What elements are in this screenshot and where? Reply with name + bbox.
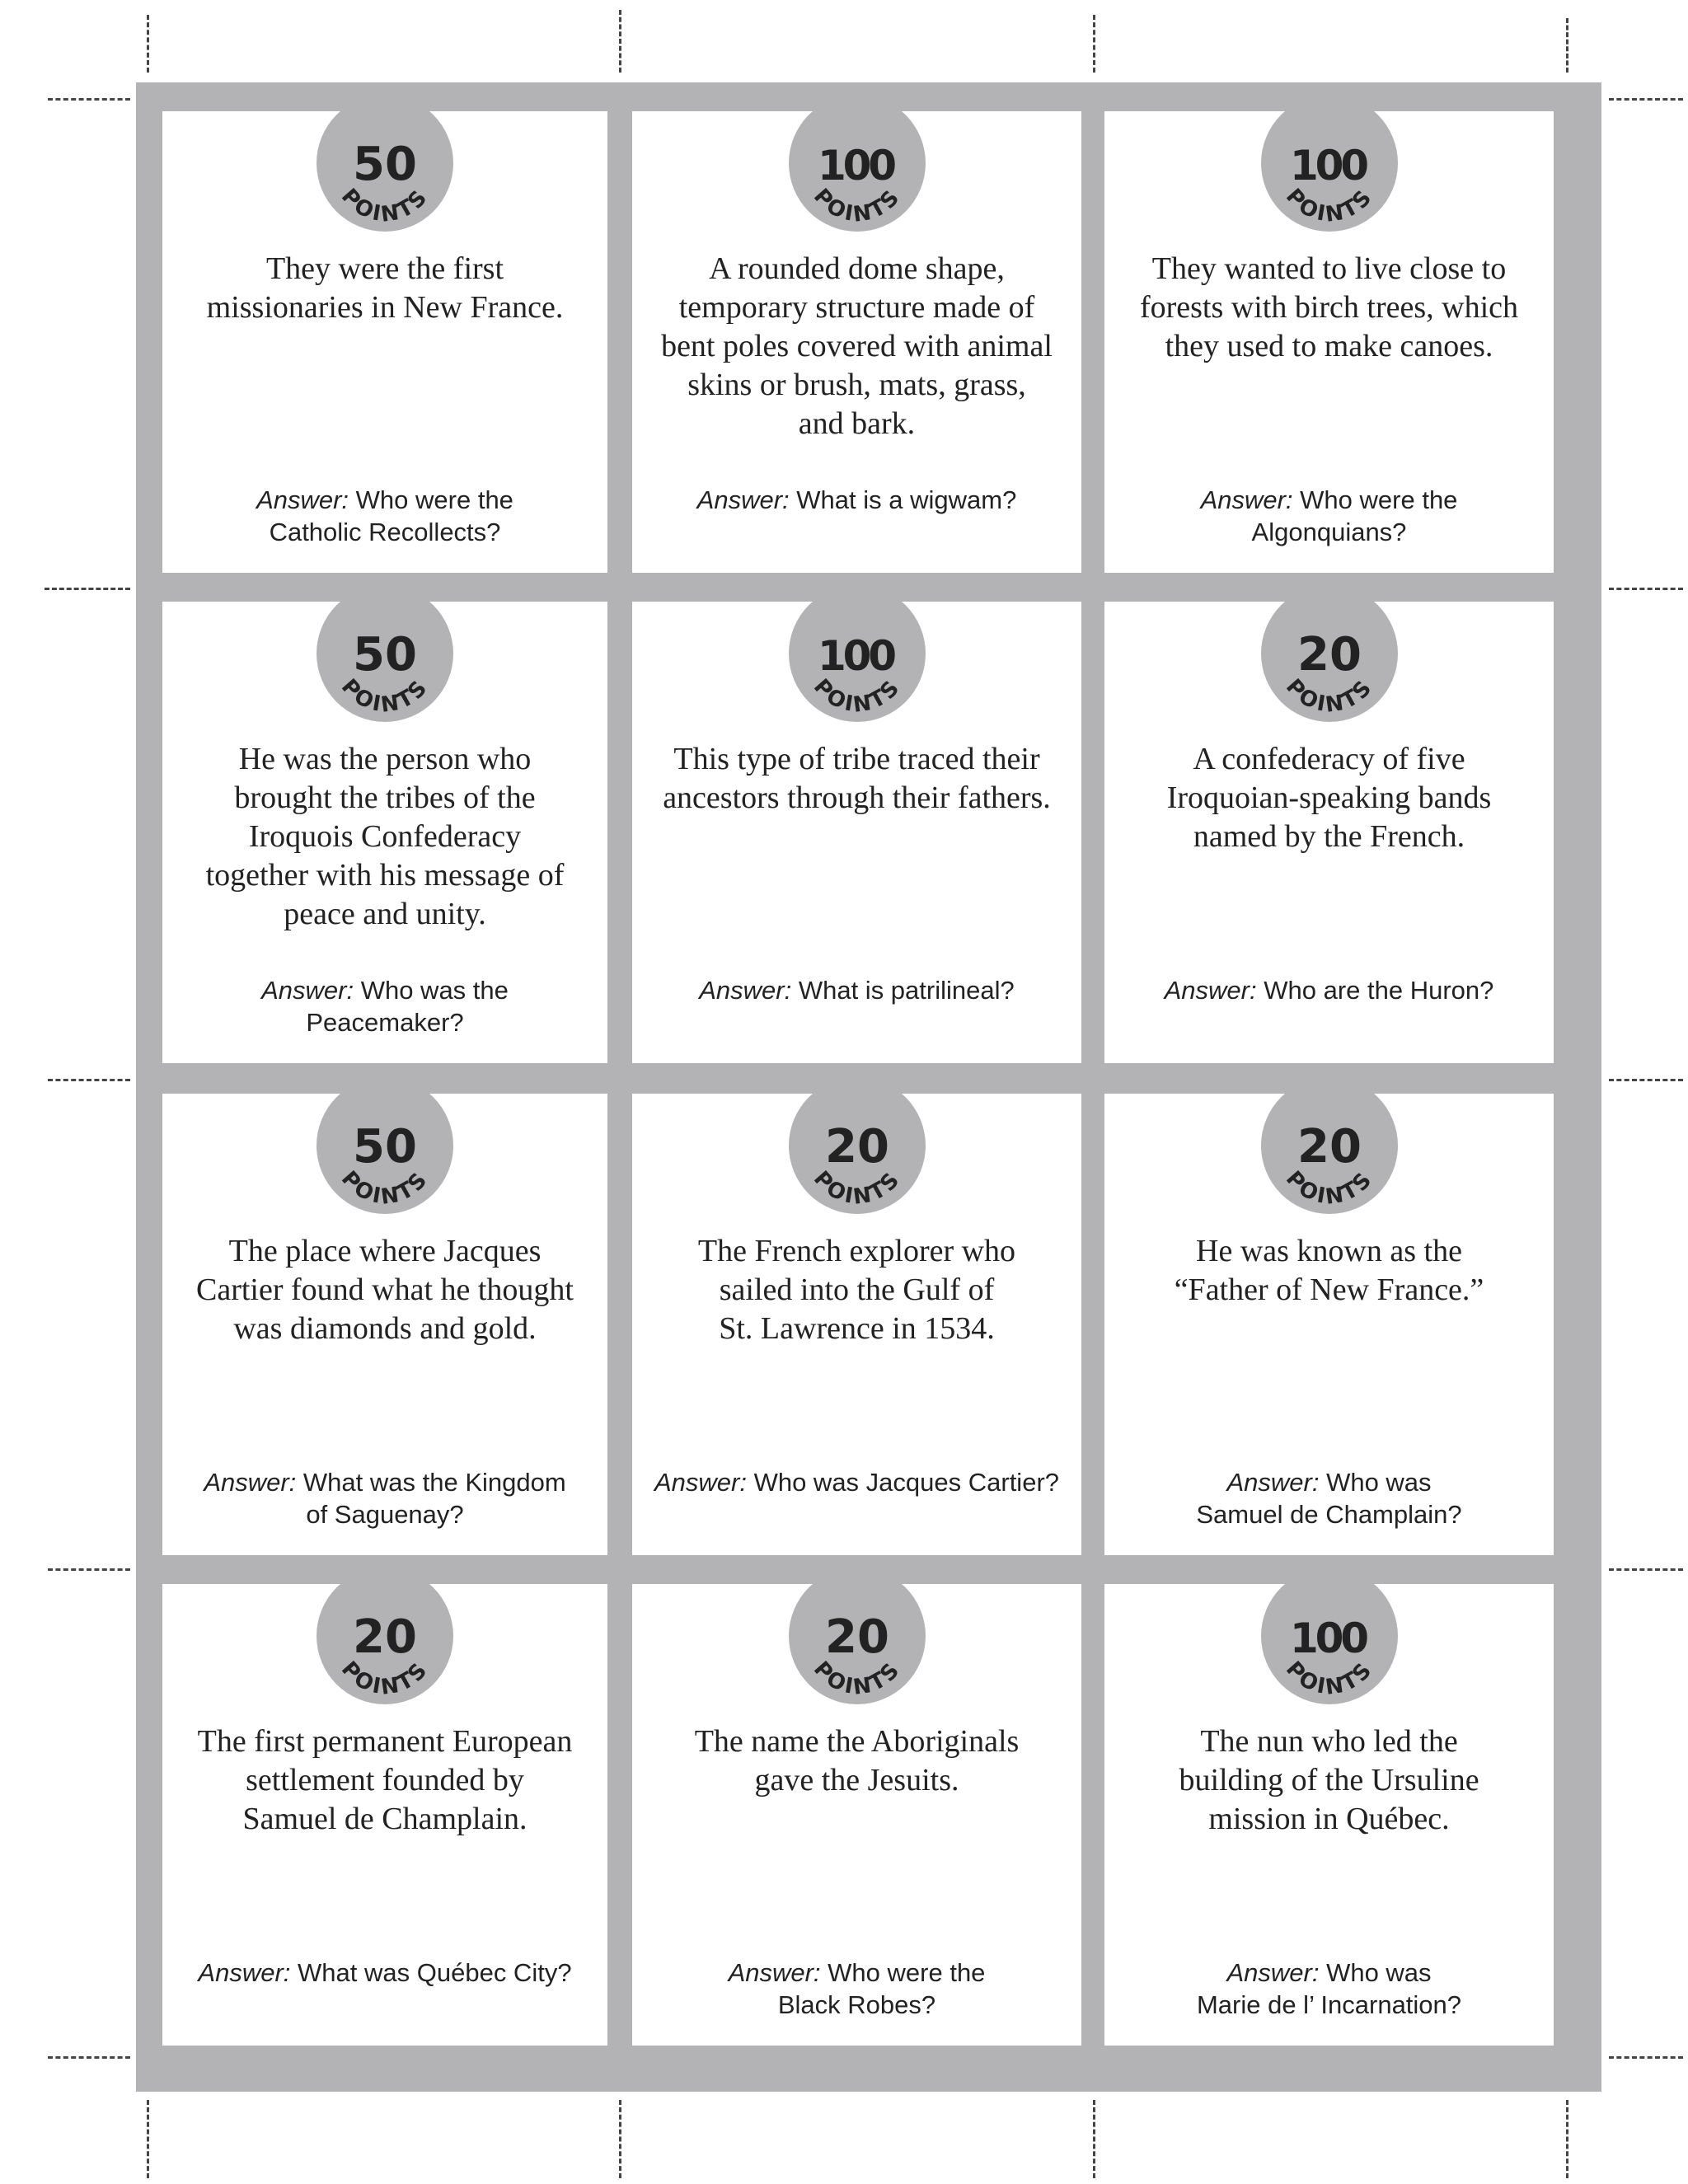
answer-text: Answer: What was Québec City? <box>198 1958 572 1987</box>
clue-text: They were the first missionaries in New France. <box>206 251 564 325</box>
clue-text: The place where Jacques Cartier found what he thought was diamonds and gold. <box>195 1234 574 1346</box>
points-label: POINTS <box>335 674 434 718</box>
trivia-card <box>1104 1094 1554 1555</box>
crop-mark <box>1093 15 1095 73</box>
points-badge <box>1261 1568 1398 1704</box>
clue-text: A confederacy of five Iroquoian-speaking bands named by the French. <box>1166 742 1492 854</box>
crop-mark <box>1093 2100 1095 2178</box>
points-label: POINTS <box>335 1657 434 1700</box>
answer-text: Answer: What is a wigwam? <box>696 485 1017 514</box>
points-label: POINTS <box>808 1657 906 1700</box>
crop-mark <box>619 2100 621 2178</box>
points-badge <box>1261 95 1398 232</box>
clue-text: The name the Aboriginals gave the Jesuits. <box>694 1724 1020 1797</box>
trivia-card <box>1104 111 1554 573</box>
clue-text: The nun who led the building of the Ursuline mission in Québec. <box>1179 1724 1479 1836</box>
crop-mark <box>147 15 149 73</box>
answer-text: Answer: Who are the Huron? <box>1164 976 1494 1005</box>
points-label: POINTS <box>335 184 434 227</box>
trivia-card <box>162 1094 607 1555</box>
points-value: 50 <box>353 1120 417 1174</box>
crop-mark <box>45 588 130 590</box>
crop-mark <box>48 98 130 101</box>
crop-mark <box>147 2100 149 2178</box>
points-badge <box>316 95 453 232</box>
answer-label: Answer: <box>261 976 361 1005</box>
answer-text: Answer: Who was Jacques Cartier? <box>654 1468 1060 1497</box>
trivia-card <box>632 1094 1081 1555</box>
points-label: POINTS <box>1280 674 1378 718</box>
points-value: 20 <box>1296 628 1362 682</box>
answer-label: Answer: <box>1200 485 1301 514</box>
points-badge <box>1261 1077 1398 1214</box>
points-badge <box>789 585 926 722</box>
answer-text: Answer: Who was the Peacemaker? <box>261 976 509 1037</box>
crop-mark <box>1609 1079 1683 1081</box>
points-value: 50 <box>353 628 417 682</box>
trivia-card <box>632 111 1081 573</box>
crop-mark <box>1566 2100 1568 2178</box>
points-value: 100 <box>1289 1615 1369 1662</box>
points-badge <box>789 1077 926 1214</box>
trivia-card <box>1104 602 1554 1063</box>
points-value: 100 <box>817 142 897 190</box>
points-label: POINTS <box>335 1166 434 1210</box>
points-value: 50 <box>353 138 417 191</box>
answer-label: Answer: <box>696 485 797 514</box>
crop-mark <box>48 1079 130 1081</box>
points-value: 100 <box>817 632 897 680</box>
crop-mark <box>619 10 621 73</box>
answer-text: Answer: What was the Kingdom of Saguenay? <box>204 1468 566 1529</box>
trivia-card <box>632 602 1081 1063</box>
answer-label: Answer: <box>1226 1468 1327 1497</box>
points-badge <box>316 1077 453 1214</box>
points-label: POINTS <box>808 1166 906 1210</box>
answer-text: Answer: Who were the Black Robes? <box>728 1958 986 2019</box>
crop-mark <box>48 1568 130 1571</box>
points-label: POINTS <box>1280 1166 1378 1210</box>
points-badge <box>789 1568 926 1704</box>
points-label: POINTS <box>1280 184 1378 227</box>
answer-text: Answer: Who were the Algonquians? <box>1200 485 1458 546</box>
points-badge <box>316 1568 453 1704</box>
clue-text: This type of tribe traced their ancestors through their fathers. <box>663 742 1051 815</box>
points-badge <box>1261 585 1398 722</box>
crop-mark <box>1566 18 1568 73</box>
trivia-card <box>162 111 607 573</box>
clue-text: They wanted to live close to forests with birch trees, which they used to make canoes. <box>1139 251 1519 363</box>
answer-label: Answer: <box>1164 976 1264 1005</box>
points-label: POINTS <box>808 184 906 227</box>
points-value: 20 <box>1296 1120 1362 1174</box>
trivia-card <box>162 1584 607 2046</box>
points-value: 20 <box>353 1610 417 1664</box>
trivia-card <box>1104 1584 1554 2046</box>
trivia-card <box>162 602 607 1063</box>
crop-mark <box>1609 98 1683 101</box>
clue-text: The French explorer who sailed into the Gulf of St. Lawrence in 1534. <box>697 1234 1016 1346</box>
answer-label: Answer: <box>198 1958 298 1987</box>
points-value: 20 <box>824 1610 889 1664</box>
points-label: POINTS <box>808 674 906 718</box>
clue-text: He was the person who brought the tribes of the Iroquois Confederacy together with his message of peace and unity. <box>205 742 565 931</box>
answer-label: Answer: <box>1226 1958 1327 1987</box>
points-value: 100 <box>1289 142 1369 190</box>
answer-text: Answer: Who were the Catholic Recollects? <box>256 485 513 546</box>
points-label: POINTS <box>1280 1657 1378 1700</box>
clue-text: The first permanent European settlement founded by Samuel de Champlain. <box>197 1724 573 1836</box>
answer-label: Answer: <box>654 1468 754 1497</box>
clue-text: He was known as the “Father of New France.” <box>1174 1234 1484 1307</box>
points-badge <box>316 585 453 722</box>
points-badge <box>789 95 926 232</box>
crop-mark <box>48 2056 130 2059</box>
trivia-card <box>632 1584 1081 2046</box>
crop-mark <box>1609 588 1683 590</box>
answer-label: Answer: <box>699 976 799 1005</box>
answer-label: Answer: <box>256 485 356 514</box>
answer-text: Answer: What is patrilineal? <box>699 976 1015 1005</box>
clue-text: A rounded dome shape, temporary structure made of bent poles covered with animal skins or brush, mats, grass, and bark. <box>661 251 1053 441</box>
crop-mark <box>1609 2056 1683 2059</box>
answer-label: Answer: <box>204 1468 303 1497</box>
points-value: 20 <box>824 1120 889 1174</box>
crop-mark <box>1609 1568 1683 1571</box>
answer-text: Answer: Who was Samuel de Champlain? <box>1196 1468 1462 1529</box>
answer-label: Answer: <box>728 1958 828 1987</box>
answer-text: Answer: Who was Marie de l’ Incarnation? <box>1196 1958 1462 2019</box>
card-sheet <box>136 82 1601 2092</box>
